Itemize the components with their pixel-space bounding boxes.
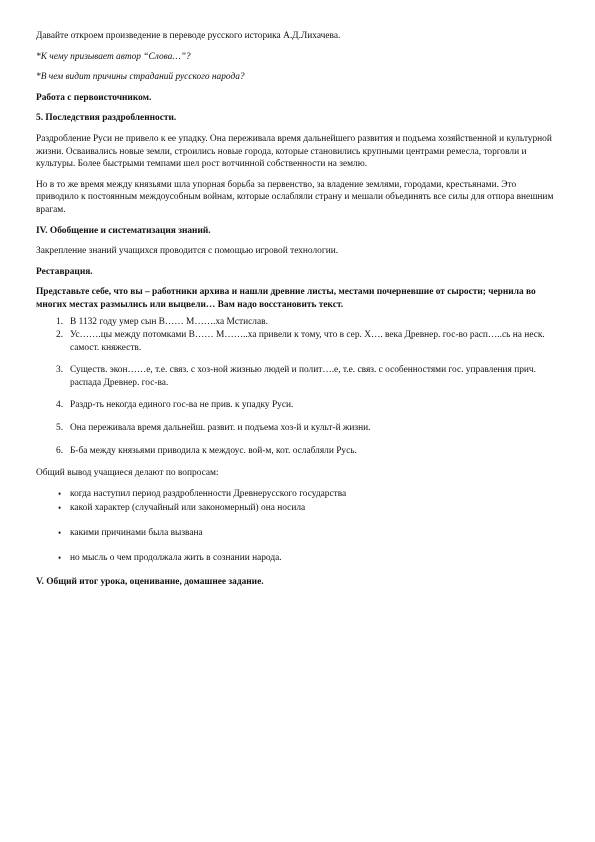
section-5-final-heading: V. Общий итог урока, оценивание, домашнее задание.: [36, 577, 264, 588]
conclusion-intro: Общий вывод учащиеся делают по вопросам:: [36, 468, 219, 479]
work-heading: Работа с первоисточником.: [36, 92, 152, 103]
bullet-marker: •: [58, 552, 62, 563]
list-number: 3.: [56, 365, 64, 376]
task-paragraph: Представьте себе, что вы – работники архива и нашли древние листы, местами почерневшие от сырости; чернила во многих местах размылись или выцвели… Вам надо восстановить текст.: [36, 287, 536, 310]
section-4-heading: IV. Обобщение и систематизация знаний.: [36, 225, 211, 236]
paragraph-2: Но в то же время между князьями шла упорная борьба за первенство, за владение землями, городами, крестьянами. Это приводило к постоянным междоусобным войнам, которые ослабляли страну и мешали объединять все силы для отпора внешним врагам.: [36, 179, 554, 215]
list-number: 5.: [56, 423, 64, 434]
bullet-text: какими причинами была вызвана: [70, 528, 203, 539]
list-item: [36, 316, 561, 329]
list-item: [36, 422, 561, 435]
list-text: Б-ба между князьями приводила к междоус. вой-м, кот. ослабляли Русь.: [70, 445, 357, 456]
document-page: [36, 30, 561, 597]
bullet-marker: •: [58, 503, 62, 514]
question-1: *К чему призывает автор “Слова…”?: [36, 51, 191, 62]
paragraph-3: Закрепление знаний учащихся проводится с помощью игровой технологии.: [36, 246, 339, 257]
bullet-text: когда наступил период раздробленности Древнерусского государства: [70, 488, 347, 499]
bullet-item: [36, 552, 561, 565]
list-text: Ус…….цы между потомками В…… М……..ха привели к тому, что в сер. Х…. века Древнер. гос-во расп…..сь на неск. самост. княжеств.: [70, 330, 545, 353]
list-item: [36, 399, 561, 412]
paragraph-1: Раздробление Руси не привело к ее упадку. Она переживала время дальнейшего развития и подъема хозяйственной и культурной жизни. Осваивались новые земли, строились новые города, которые становились крупными центрами ремесла, торговли и культуры. Более быстрыми темпами шел рост вотчинной собственности на землю.: [36, 133, 552, 170]
restoration-heading: Реставрация.: [36, 266, 93, 277]
list-item: [36, 445, 561, 458]
section-5-heading: 5. Последствия раздробленности.: [36, 113, 177, 124]
list-text: Раздр-ть некогда единого гос-ва не прив. к упадку Руси.: [70, 400, 294, 411]
list-text: В 1132 году умер сын В…… М…….ха Мстислав.: [70, 316, 268, 327]
list-item: [36, 364, 561, 389]
bullet-marker: •: [58, 488, 62, 499]
list-number: 4.: [56, 400, 64, 411]
list-text: Существ. экон……е, т.е. связ. с хоз-ной жизнью людей и полит….е, т.е. связ. с особенностями гос. управления прич. распада Древнер. гос-ва.: [70, 365, 536, 388]
list-number: 6.: [56, 445, 64, 456]
list-number: 2.: [56, 330, 64, 341]
restoration-list: [36, 316, 561, 458]
question-2: *В чем видит причины страданий русского народа?: [36, 72, 245, 83]
bullet-marker: •: [58, 528, 62, 539]
conclusion-bullets: [36, 488, 561, 564]
list-text: Она переживала время дальнейш. развит. и подъема хоз-й и культ-й жизни.: [70, 423, 371, 434]
bullet-text: какой характер (случайный или закономерный) она носила: [70, 503, 306, 514]
bullet-item: [36, 527, 561, 540]
bullet-item: [36, 488, 561, 501]
bullet-text: но мысль о чем продолжала жить в сознании народа.: [70, 552, 282, 563]
bullet-item: [36, 502, 561, 515]
list-item: [36, 329, 561, 354]
intro-paragraph: Давайте откроем произведение в переводе русского историка А.Д.Лихачева.: [36, 31, 341, 41]
list-number: 1.: [56, 316, 64, 327]
